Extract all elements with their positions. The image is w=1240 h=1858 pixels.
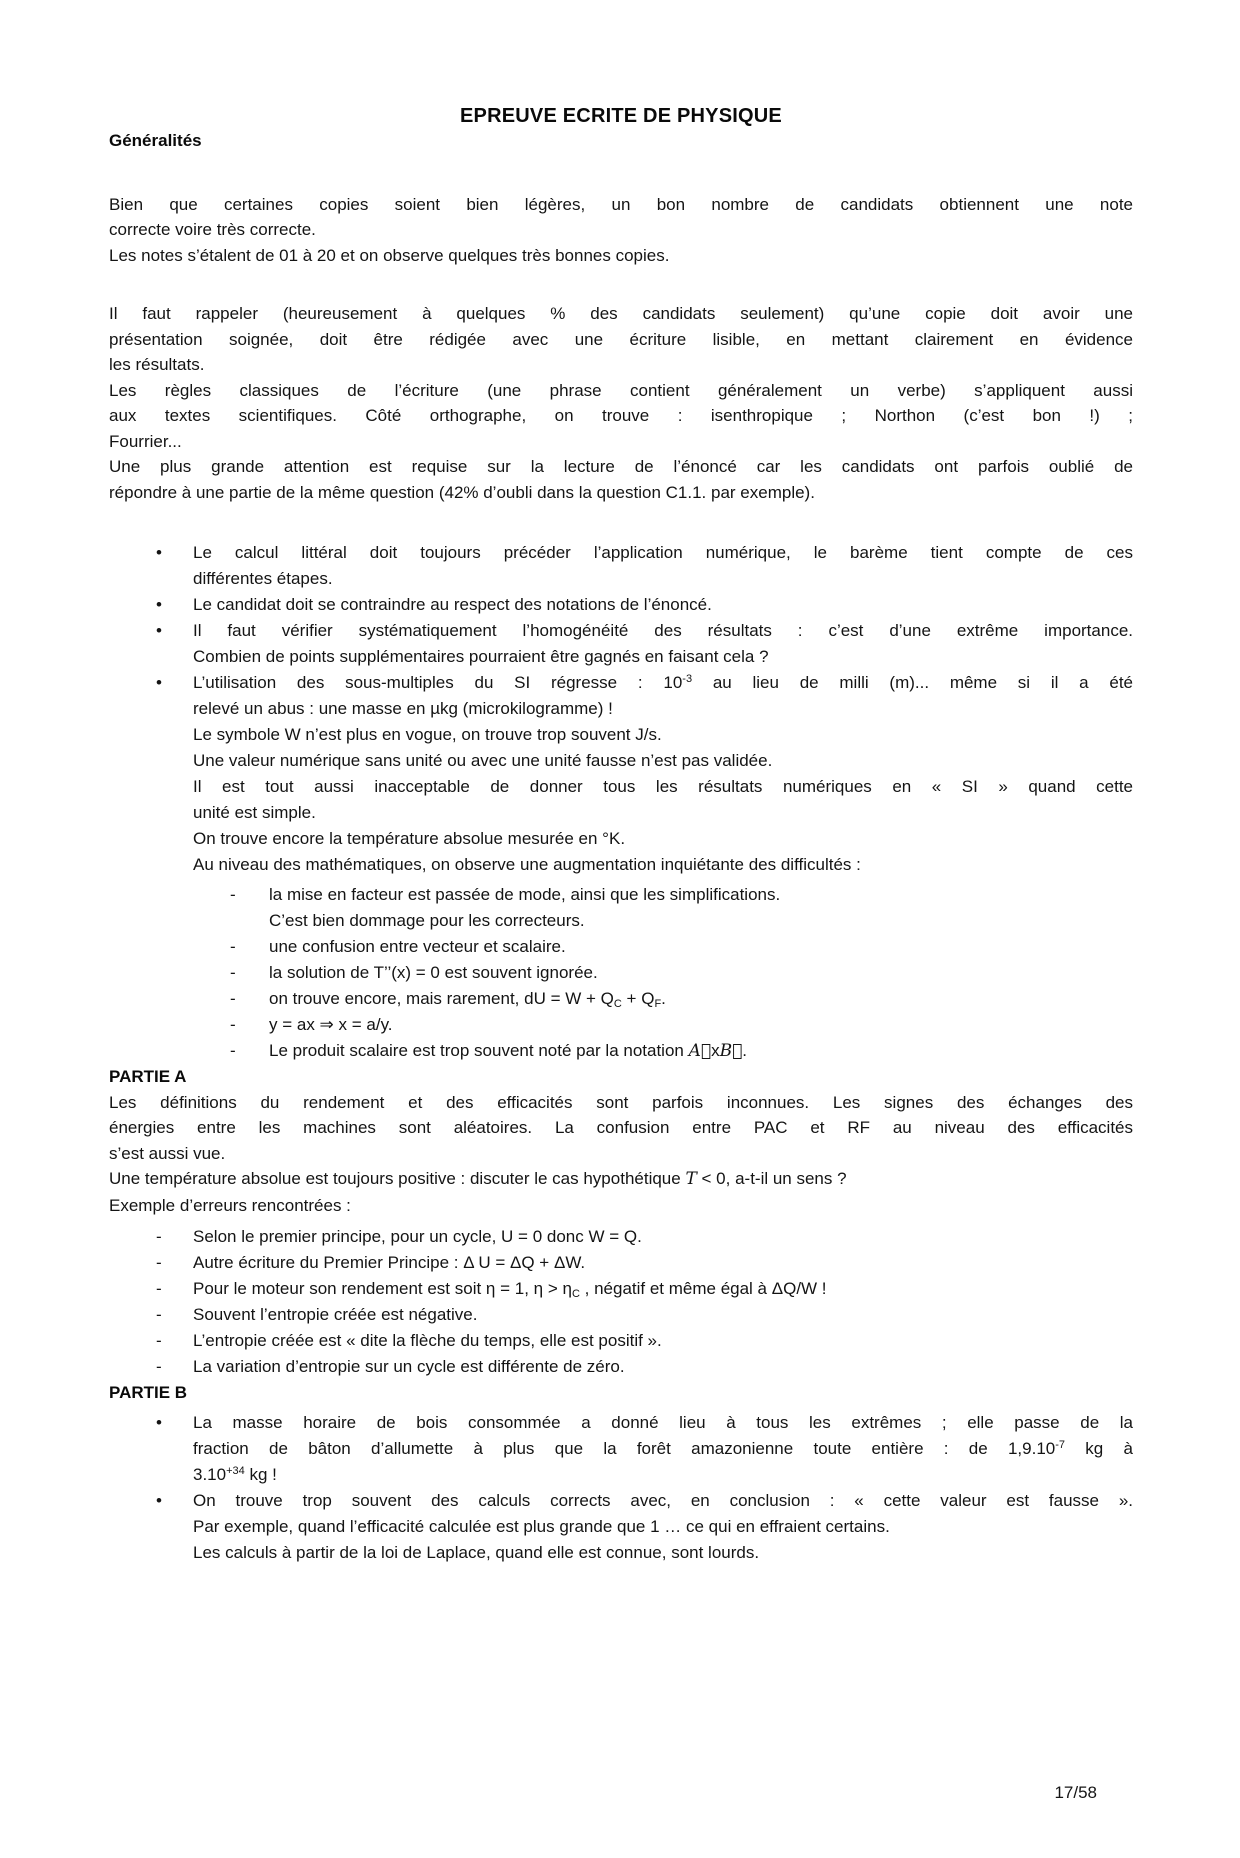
paragraph-line: Il faut rappeler (heureusement à quelques % des candidats seulement) qu’une copie doit avoir une bbox=[109, 304, 1133, 323]
paragraph-line: s’est aussi vue. bbox=[109, 1143, 226, 1163]
paragraph-line: la mise en facteur est passée de mode, ainsi que les simplifications. bbox=[269, 885, 781, 904]
bullet-marker: • bbox=[156, 1412, 162, 1432]
paragraph-line: unité est simple. bbox=[193, 803, 316, 822]
page-number: 17/58 bbox=[1054, 1783, 1097, 1802]
paragraph-line: Par exemple, quand l’efficacité calculée est plus grande que 1 … ce qui en effraient certains. bbox=[193, 1516, 890, 1536]
bullet-marker: • bbox=[156, 543, 162, 562]
paragraph-line: Fourrier... bbox=[109, 431, 182, 451]
dash-marker: - bbox=[156, 1331, 162, 1350]
paragraph-line: Le candidat doit se contraindre au respect des notations de l’énoncé. bbox=[193, 595, 712, 614]
paragraph-line: Exemple d’erreurs rencontrées : bbox=[109, 1195, 351, 1215]
paragraph-line: Le symbole W n’est plus en vogue, on trouve trop souvent J/s. bbox=[193, 725, 662, 744]
paragraph-line: Une valeur numérique sans unité ou avec une unité fausse n’est pas validée. bbox=[193, 751, 773, 770]
paragraph-line: La masse horaire de bois consommée a donné lieu à tous les extrêmes ; elle passe de la bbox=[193, 1412, 1133, 1432]
dash-marker: - bbox=[156, 1227, 162, 1246]
dash-marker: - bbox=[156, 1305, 162, 1324]
bullet-marker: • bbox=[156, 621, 162, 640]
bullet-list bbox=[109, 1410, 1133, 1566]
paragraph-line: Selon le premier principe, pour un cycle, U = 0 donc W = Q. bbox=[193, 1227, 642, 1246]
paragraph-line: Une plus grande attention est requise sur la lecture de l’énoncé car les candidats ont parfois oublié de bbox=[109, 457, 1133, 476]
dash-marker: - bbox=[230, 989, 236, 1008]
paragraph-line: aux textes scientifiques. Côté orthographe, on trouve : isenthropique ; Northon (c’est bon !) ; bbox=[109, 406, 1133, 425]
dash-item bbox=[109, 1012, 1133, 1038]
paragraph-line: différentes étapes. bbox=[193, 569, 333, 588]
paragraph-line: relevé un abus : une masse en µkg (microkilogramme) ! bbox=[193, 699, 613, 718]
bullet-item bbox=[109, 1410, 1133, 1488]
dash-item bbox=[109, 882, 1133, 934]
dash-marker: - bbox=[230, 885, 236, 904]
dash-item bbox=[109, 1038, 1133, 1064]
paragraph-line: L’entropie créée est « dite la flèche du temps, elle est positif ». bbox=[193, 1331, 662, 1350]
paragraph-group bbox=[109, 1090, 1133, 1219]
paragraph-line: $3.10^{+34}$ kg ! bbox=[193, 1464, 277, 1484]
bullet-marker: • bbox=[156, 1490, 162, 1510]
dash-item bbox=[109, 1328, 1133, 1354]
paragraph-line: On trouve trop souvent des calculs corrects avec, en conclusion : « cette valeur est fausse ». bbox=[193, 1490, 1133, 1510]
paragraph-line: une confusion entre vecteur et scalaire. bbox=[269, 937, 566, 956]
bullet-item bbox=[109, 670, 1133, 878]
paragraph-line: Il est tout aussi inacceptable de donner tous les résultats numériques en « SI » quand cette bbox=[193, 777, 1133, 796]
dash-list bbox=[109, 1224, 1133, 1380]
section-heading-generalites: Généralités bbox=[109, 131, 202, 150]
paragraph-line: Pour le moteur son rendement est soit η = 1, $\eta > \eta_C$ , négatif et même égal à ΔQ/W ! bbox=[193, 1279, 827, 1300]
paragraph-line: Autre écriture du Premier Principe : Δ U = ΔQ + ΔW. bbox=[193, 1253, 586, 1272]
dash-marker: - bbox=[156, 1253, 162, 1272]
paragraph-line: correcte voire très correcte. bbox=[109, 220, 316, 239]
paragraph-line: Une température absolue est toujours positive : discuter le cas hypothétique T < 0, a-t-il un sens ? bbox=[109, 1169, 847, 1189]
paragraph-line: répondre à une partie de la même question (42% d’oubli dans la question C1.1. par exemple). bbox=[109, 482, 815, 502]
paragraph-line: Les calculs à partir de la loi de Laplace, quand elle est connue, sont lourds. bbox=[193, 1542, 760, 1562]
paragraph-line: Combien de points supplémentaires pourraient être gagnés en faisant cela ? bbox=[193, 647, 769, 666]
paragraph-line: y = ax ⇒ x = a/y. bbox=[269, 1015, 393, 1034]
paragraph-line: On trouve encore la température absolue mesurée en °K. bbox=[193, 829, 626, 848]
document-page bbox=[0, 104, 1240, 1566]
page-title: EPREUVE ECRITE DE PHYSIQUE bbox=[460, 105, 782, 127]
dash-marker: - bbox=[156, 1357, 162, 1376]
paragraph-line: Le produit scalaire est trop souvent noté par la notation A⃗xB⃗. bbox=[269, 1041, 748, 1061]
bullet-item bbox=[109, 618, 1133, 670]
dash-marker: - bbox=[230, 1015, 236, 1034]
paragraph-line: Bien que certaines copies soient bien légères, un bon nombre de candidats obtiennent une note bbox=[109, 194, 1133, 214]
bullet-list bbox=[109, 540, 1133, 1064]
dash-item bbox=[109, 934, 1133, 960]
dash-item bbox=[109, 1354, 1133, 1380]
paragraph-line: C’est bien dommage pour les correcteurs. bbox=[269, 911, 585, 930]
dash-marker: - bbox=[230, 937, 236, 956]
paragraph-line: Le calcul littéral doit toujours précéder l’application numérique, le barème tient compte de ces bbox=[193, 543, 1133, 562]
paragraph-line: Il faut vérifier systématiquement l’homogénéité des résultats : c’est d’une extrême importance. bbox=[193, 621, 1133, 640]
paragraph-line: Les règles classiques de l’écriture (une phrase contient généralement un verbe) s’appliquent aussi bbox=[109, 380, 1133, 400]
paragraph-line: Les définitions du rendement et des efficacités sont parfois inconnues. Les signes des échanges des bbox=[109, 1092, 1133, 1112]
bullet-item bbox=[109, 592, 1133, 618]
dash-marker: - bbox=[230, 963, 236, 982]
dash-item bbox=[109, 1276, 1133, 1302]
paragraph-group bbox=[109, 301, 1133, 505]
section-heading-partie-b: PARTIE B bbox=[109, 1383, 188, 1402]
paragraph-line: on trouve encore, mais rarement, dU = $W + Q_C + Q_F$. bbox=[269, 989, 666, 1010]
bullet-item bbox=[109, 1488, 1133, 1566]
dash-marker: - bbox=[230, 1041, 236, 1060]
bullet-marker: • bbox=[156, 673, 162, 692]
bullet-item bbox=[109, 540, 1133, 592]
paragraph-line: La variation d’entropie sur un cycle est différente de zéro. bbox=[193, 1357, 625, 1376]
paragraph-line: la solution de T’’(x) = 0 est souvent ignorée. bbox=[269, 963, 598, 982]
paragraph-line: fraction de bâton d’allumette à plus que la forêt amazonienne toute entière : de $1,9.10^{-7}$ kg à bbox=[193, 1438, 1133, 1458]
dash-marker: - bbox=[156, 1279, 162, 1298]
dash-item bbox=[109, 1224, 1133, 1250]
paragraph-line: Au niveau des mathématiques, on observe une augmentation inquiétante des difficultés : bbox=[193, 855, 861, 874]
dash-item bbox=[109, 1250, 1133, 1276]
paragraph-line: Souvent l’entropie créée est négative. bbox=[193, 1305, 478, 1324]
paragraph-line: Les notes s’étalent de 01 à 20 et on observe quelques très bonnes copies. bbox=[109, 245, 670, 265]
dash-item bbox=[109, 1302, 1133, 1328]
paragraph-line: L’utilisation des sous-multiples du SI régresse : $10^{-3}$ au lieu de milli (m)... même si il a été bbox=[193, 673, 1133, 692]
paragraph-line: énergies entre les machines sont aléatoires. La confusion entre PAC et RF au niveau des efficacités bbox=[109, 1118, 1133, 1137]
section-heading-partie-a: PARTIE A bbox=[109, 1067, 187, 1086]
paragraph-line: les résultats. bbox=[109, 355, 205, 374]
paragraph-line: présentation soignée, doit être rédigée avec une écriture lisible, en mettant clairement en évidence bbox=[109, 329, 1133, 349]
paragraph-group bbox=[109, 192, 1133, 269]
dash-item bbox=[109, 960, 1133, 986]
dash-sublist bbox=[109, 882, 1133, 1064]
bullet-marker: • bbox=[156, 595, 162, 614]
dash-item bbox=[109, 986, 1133, 1012]
